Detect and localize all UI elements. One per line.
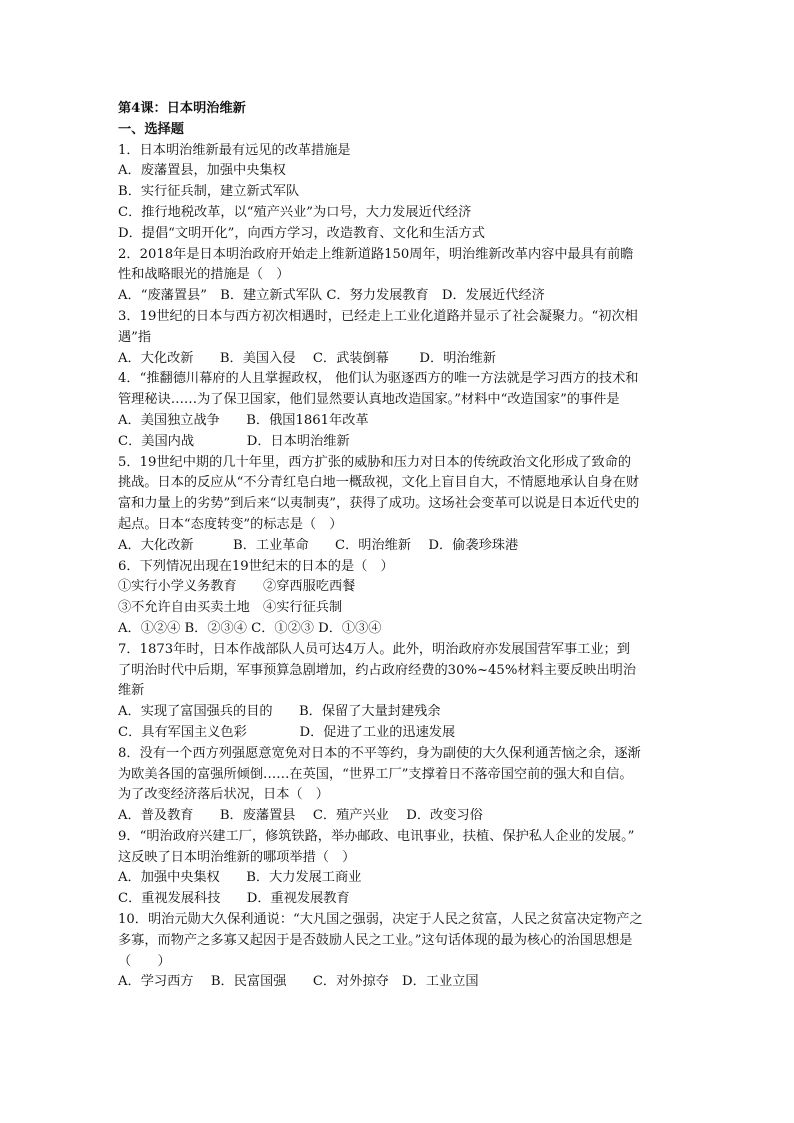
lesson-title: 第4课：日本明治维新: [118, 101, 246, 116]
q6-options: A．①②④ B．②③④ C．①②③ D．①③④: [118, 620, 382, 636]
q1-stem: 1．日本明治维新最有远见的改革措施是: [118, 142, 351, 158]
q8-stem-line1: 8．没有一个西方列强愿意宽免对日本的不平等约，身为副使的大久保利通苦恼之余，逐渐: [118, 745, 641, 761]
q2-stem-line2: 性和战略眼光的措施是（ ）: [118, 267, 290, 283]
q5-stem-line3: 富和力量上的劣势”到后来“以夷制夷”，获得了成功。这场社会变革可以说是日本近代史的: [118, 496, 640, 512]
q7-options-cd: C．具有军国主义色彩 D．促进了工业的迅速发展: [118, 724, 456, 740]
q5-stem-line4: 起点。日本“态度转变”的标志是（ ）: [118, 516, 343, 532]
q5-stem-line2: 挑战。日本的反应从“不分青红皂白地一概敌视，文化上盲目自大，不情愿地承认自身在财: [118, 475, 640, 491]
q8-stem-line3: 为了改变经济落后状况，日本（ ）: [118, 787, 329, 803]
q3-stem-line1: 3．19世纪的日本与西方初次相遇时，已经走上工业化道路并显示了社会凝聚力。“初次相: [118, 308, 638, 324]
q3-stem-line2: 遇”指: [118, 329, 152, 345]
q4-options-ab: A．美国独立战争 B．俄国1861年改革: [118, 412, 369, 428]
q9-stem-line2: 这反映了日本明治维新的哪项举措（ ）: [118, 849, 356, 865]
q3-options: A．大化改新 B．美国入侵 C．武装倒幕 D．明治维新: [118, 350, 496, 366]
q7-stem-line3: 维新: [118, 683, 145, 699]
q7-stem-line2: 了明治时代中后期，军事预算急剧增加，约占政府经费的30%~45%材料主要反映出明治: [118, 662, 637, 678]
q9-stem-line1: 9．“明治政府兴建工厂，修筑铁路，举办邮政、电讯事业，扶植、保护私人企业的发展。”: [118, 828, 635, 844]
q9-options-ab: A．加强中央集权 B．大力发展工商业: [118, 870, 362, 886]
q1-option-b: B．实行征兵制，建立新式军队: [118, 184, 300, 200]
q6-items-12: ①实行小学义务教育 ②穿西服吃西餐: [118, 579, 356, 595]
q1-option-d: D．提倡“文明开化”，向西方学习，改造教育、文化和生活方式: [118, 225, 485, 241]
worksheet-page: [118, 99, 678, 993]
q4-options-cd: C．美国内战 D．日本明治维新: [118, 433, 350, 449]
q6-stem: 6．下列情况出现在19世纪末的日本的是（ ）: [118, 558, 394, 574]
q8-stem-line2: 为欧美各国的富强所倾倒……在英国，“世界工厂”支撑着日不落帝国空前的强大和自信。: [118, 766, 633, 782]
q9-options-cd: C．重视发展科技 D．重视发展教育: [118, 891, 350, 907]
q8-options: A．普及教育 B．废藩置县 C．殖产兴业 D．改变习俗: [118, 808, 483, 824]
q10-stem-line3: （ ）: [118, 953, 171, 969]
q1-option-c: C．推行地税改革，以“殖产兴业”为口号，大力发展近代经济: [118, 204, 472, 220]
q10-stem-line2: 多寡，而物产之多寡又起因于是否鼓励人民之工业。”这句话体现的最为核心的治国思想是: [118, 932, 633, 948]
q4-stem-line2: 管理秘诀……为了保卫国家，他们显然要认真地改造国家。”材料中“改造国家”的事件是: [118, 392, 620, 408]
q1-option-a: A．废藩置县，加强中央集权: [118, 163, 286, 179]
q10-options: A．学习西方 B．民富国强 C．对外掠夺 D．工业立国: [118, 974, 479, 990]
section-heading: 一、选择题: [118, 121, 184, 137]
q2-options: A．“废藩置县” B．建立新式军队 C．努力发展教育 D．发展近代经济: [118, 288, 545, 304]
q7-options-ab: A．实现了富国强兵的目的 B．保留了大量封建残余: [118, 704, 441, 720]
q5-options: A．大化改新 B．工业革命 C．明治维新 D．偷袭珍珠港: [118, 537, 519, 553]
q6-items-34: ③不允许自由买卖土地 ④实行征兵制: [118, 600, 343, 616]
q4-stem-line1: 4．“推翻德川幕府的人且掌握政权， 他们认为驱逐西方的唯一方法就是学习西方的技术和: [118, 371, 639, 387]
q7-stem-line1: 7．1873年时，日本作战部队人员可达4万人。此外，明治政府亦发展国营军事工业；到: [118, 641, 630, 657]
q5-stem-line1: 5．19世纪中期的几十年里，西方扩张的威胁和压力对日本的传统政治文化形成了致命的: [118, 454, 632, 470]
q10-stem-line1: 10．明治元勋大久保利通说：“大凡国之强弱，决定于人民之贫富，人民之贫富决定物产之: [118, 912, 643, 928]
q2-stem-line1: 2．2018年是日本明治政府开始走上维新道路150周年，明治维新改革内容中最具有前瞻: [118, 246, 634, 262]
